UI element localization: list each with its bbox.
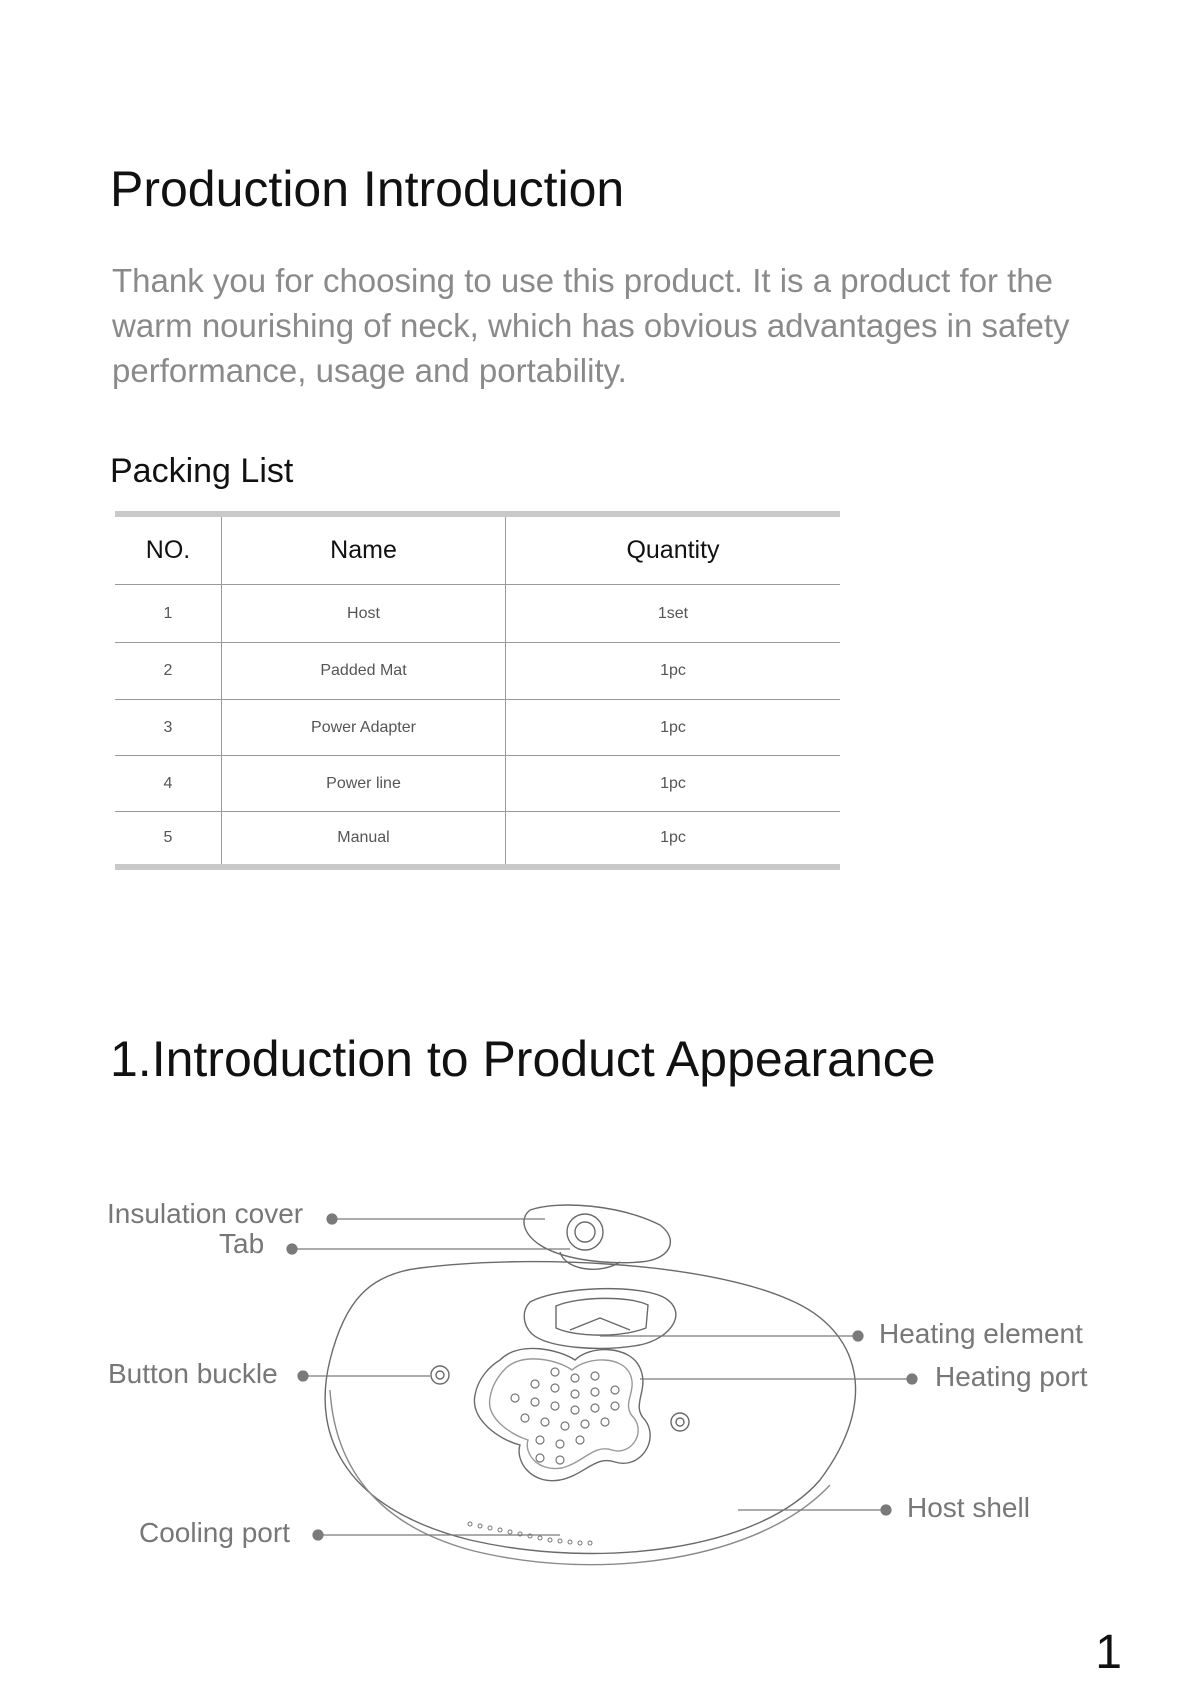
heating-port	[474, 1348, 650, 1480]
header-name: Name	[222, 517, 506, 584]
insulation-cover	[524, 1205, 670, 1263]
page-number: 1	[1095, 1626, 1122, 1679]
label-heating-element: Heating element	[879, 1318, 1083, 1349]
label-insulation-cover: Insulation cover	[107, 1198, 304, 1229]
row-no: 4	[115, 756, 222, 811]
label-tab: Tab	[219, 1228, 265, 1259]
intro-paragraph: Thank you for choosing to use this product. It is a product for the warm nourishing of neck, which has obvious advantages in safety performance, usage and portability.	[112, 262, 1070, 389]
row-no: 1	[115, 585, 222, 642]
row-quantity: 1pc	[660, 829, 686, 846]
row-quantity: 1pc	[660, 662, 686, 679]
packing-list-heading: Packing List	[110, 452, 294, 490]
row-name: Manual	[222, 812, 506, 864]
button-buckle	[431, 1366, 449, 1384]
row-no: 5	[115, 812, 222, 864]
row-no: 3	[115, 700, 222, 755]
row-no: 2	[115, 643, 222, 699]
row-name: Padded Mat	[222, 643, 506, 699]
row-quantity: 1set	[657, 604, 689, 622]
row-name: Host	[222, 585, 506, 642]
label-button-buckle: Button buckle	[108, 1358, 278, 1389]
cooling-port-vents	[468, 1522, 592, 1545]
header-no: NO.	[115, 517, 222, 584]
section-title: 1.Introduction to Product Appearance	[110, 1031, 936, 1087]
label-host-shell: Host shell	[907, 1492, 1030, 1523]
row-name: Power Adapter	[222, 700, 506, 755]
row-name: Power line	[222, 756, 506, 811]
header-quantity: Quantity	[626, 536, 720, 564]
row-quantity: 1pc	[660, 774, 686, 792]
page-title: Production Introduction	[110, 161, 625, 217]
row-quantity: 1pc	[660, 718, 686, 736]
label-heating-port: Heating port	[935, 1361, 1088, 1392]
label-cooling-port: Cooling port	[139, 1517, 290, 1548]
tab	[567, 1214, 603, 1250]
